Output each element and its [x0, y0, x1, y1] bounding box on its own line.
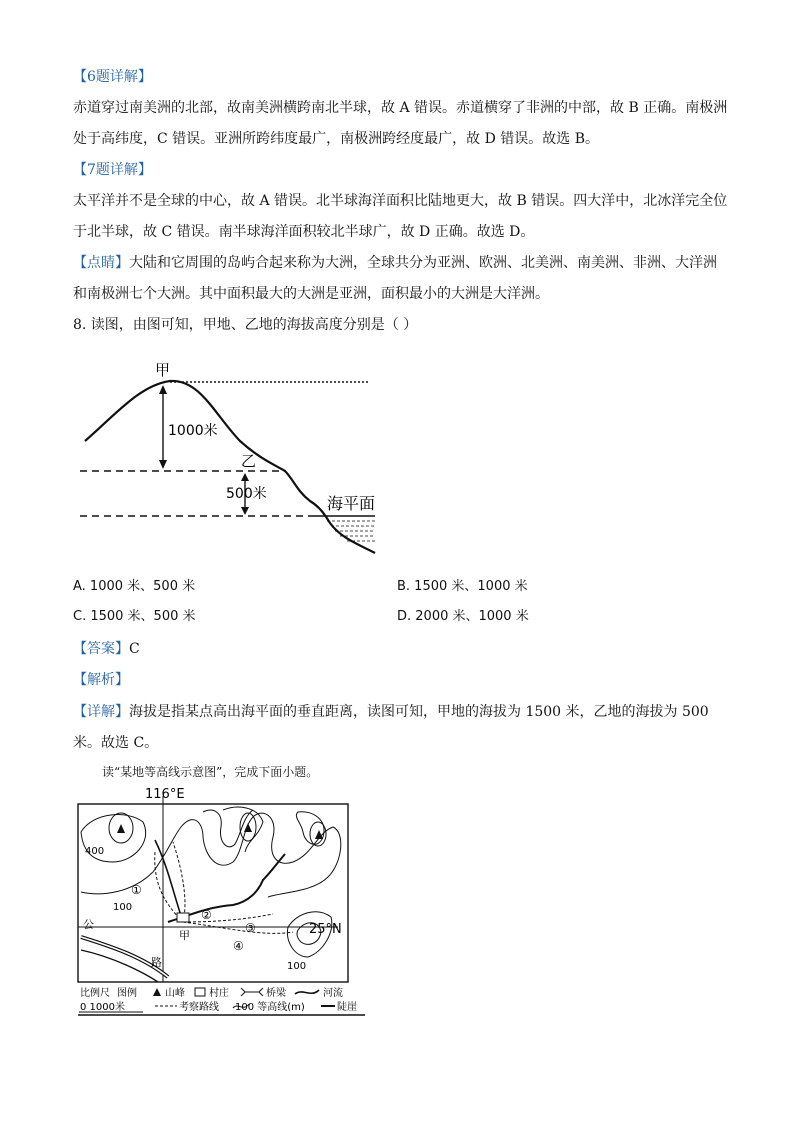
arrow-1000-head-down [159, 460, 167, 469]
contour-100-label-a: 100 [113, 902, 133, 913]
road-edge [81, 950, 158, 982]
map-caption: 读“某地等高线示意图”，完成下面小题。 [102, 765, 319, 779]
analysis-tag: 【解析】 [73, 672, 129, 688]
detail-tag: 【详解】 [73, 704, 129, 720]
legend-tuli: 图例 [117, 988, 137, 999]
route-1-label: ① [131, 883, 142, 897]
label-yi: 乙 [241, 452, 257, 470]
arrow-500-head-down [241, 507, 249, 515]
terrain-profile [85, 381, 375, 553]
option-b[interactable]: B. 1500 米、1000 米 [397, 579, 528, 594]
label-jia: 甲 [155, 361, 171, 379]
jia-label: 甲 [179, 929, 190, 942]
lu-label: 路 [151, 956, 162, 969]
label-1000m: 1000米 [168, 423, 218, 439]
option-d[interactable]: D. 2000 米、1000 米 [397, 609, 529, 624]
dianjing-text-1: 大陆和它周围的岛屿合起来称为大洲，全球共分为亚洲、欧洲、北美洲、南美洲、非洲、大洋洲 [129, 255, 717, 271]
dianjing-tag: 【点睛】 [73, 255, 129, 271]
legend-peak-icon [153, 988, 161, 996]
dianjing-line-2: 和南极洲七个大洲。其中面积最大的大洲是亚洲，面积最小的大洲是大洋洲。 [73, 286, 549, 302]
elevation-profile-figure [75, 355, 395, 560]
label-sea-level: 海平面 [327, 494, 376, 513]
legend-river-icon [295, 990, 319, 994]
answer-value: C [129, 641, 140, 657]
q6-header: 【6题详解】 [73, 69, 152, 85]
contour-map [73, 782, 373, 1018]
legend-route: 考察路线 [179, 1002, 219, 1013]
legend-peak: 山峰 [165, 988, 185, 999]
legend [79, 986, 357, 1013]
answer-line [73, 639, 140, 659]
q6-line-2: 处于高纬度，C 错误。亚洲所跨纬度最广，南极洲跨经度最广，故 D 错误。故选 B。 [73, 131, 600, 147]
legend-dist: 0 1000米 [80, 1002, 125, 1013]
route-2-label: ② [201, 908, 212, 922]
answer-tag: 【答案】 [73, 641, 129, 657]
gong-label: 公 [83, 918, 94, 931]
option-a[interactable]: A. 1000 米、500 米 [73, 579, 196, 594]
label-500m: 500米 [226, 486, 267, 502]
legend-bridge-icon [241, 988, 263, 996]
option-c[interactable]: C. 1500 米、500 米 [73, 609, 196, 624]
legend-cliff: 陡崖 [337, 1002, 357, 1013]
lat-label: 25°N [309, 922, 342, 937]
q6-line-1: 赤道穿过南美洲的北部，故南美洲横跨南北半球，故 A 错误。赤道横穿了非洲的中部，故 B 正确。南极洲 [73, 100, 728, 116]
legend-village-icon [195, 988, 205, 996]
detail-line-1 [73, 702, 709, 722]
legend-bridge: 桥梁 [266, 988, 286, 999]
contour-100-label-b: 100 [287, 961, 307, 972]
route-4-label: ④ [233, 939, 244, 953]
river [168, 854, 285, 922]
q7-line-2: 于北半球，故 C 错误。南半球海洋面积较北半球广，故 D 正确。故选 D。 [73, 224, 535, 240]
q8-stem: 8. 读图，由图可知，甲地、乙地的海拔高度分别是（ ） [73, 317, 418, 333]
arrow-500-head-up [241, 473, 249, 481]
peak-icon-2 [244, 823, 252, 832]
legend-village: 村庄 [209, 988, 229, 999]
legend-river: 河流 [323, 988, 343, 999]
peak-icon-1 [117, 824, 125, 833]
q7-line-1: 太平洋并不是全球的中心，故 A 错误。北半球海洋面积比陆地更大，故 B 错误。四大洋中，北冰洋完全位 [73, 193, 728, 209]
detail-line-2: 米。故选 C。 [73, 735, 159, 751]
sea-hatching [327, 521, 375, 541]
river-branch [155, 840, 183, 922]
lon-label: 116°E [145, 787, 185, 802]
q7-header: 【7题详解】 [73, 162, 152, 178]
route-3-label: ③ [245, 921, 256, 935]
legend-contour: 100 等高线(m) [235, 1002, 305, 1013]
contour-400-label: 400 [85, 846, 105, 857]
dianjing-line-1 [73, 253, 717, 273]
arrow-1000-head-up [159, 385, 167, 394]
detail-text-1: 海拔是指某点高出海平面的垂直距离，读图可知，甲地的海拔为 1500 米，乙地的海拔为 500 [129, 704, 709, 720]
legend-scale: 比例尺 [80, 988, 110, 999]
village-icon [177, 913, 189, 922]
